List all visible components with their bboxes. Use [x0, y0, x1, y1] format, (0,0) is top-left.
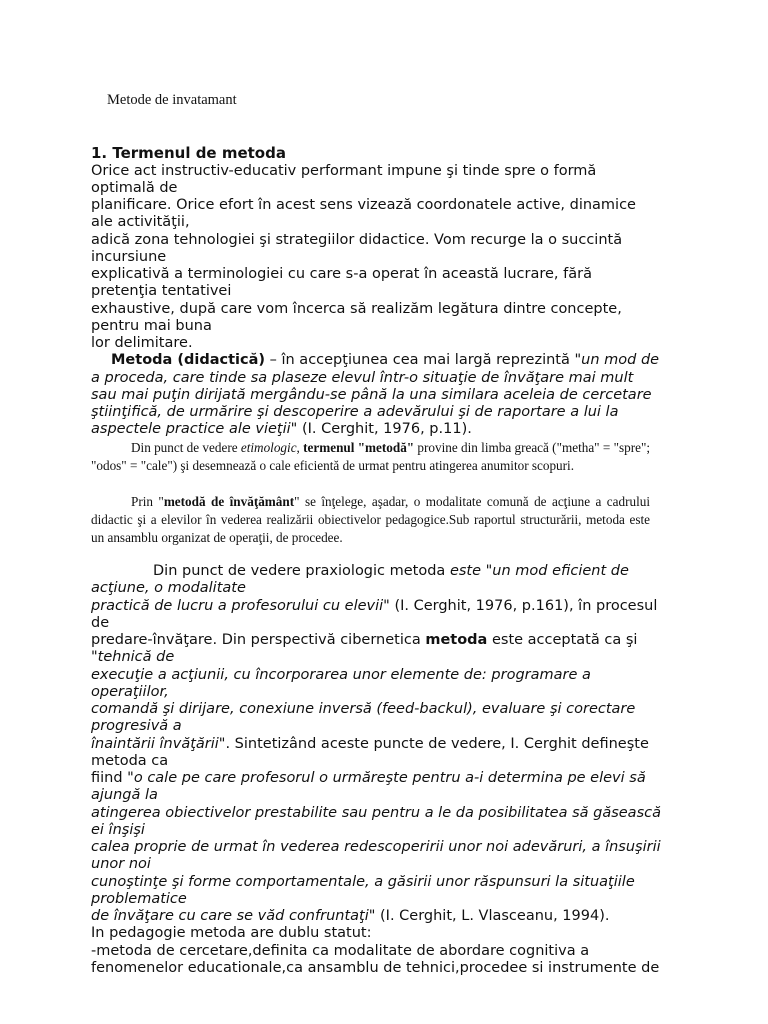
text-line — [91, 822, 145, 839]
text-line — [153, 563, 629, 580]
text-line: -metoda de cercetare,definita ca modalitate de abordare cognitiva a — [91, 943, 590, 959]
text-line: ale activităţii, — [91, 214, 190, 230]
bold-span: metodă de învăţământ — [163, 494, 295, 509]
bold-span: metoda — [425, 632, 488, 648]
text-line — [91, 770, 646, 787]
text-line — [91, 736, 649, 753]
text-line — [91, 718, 182, 735]
text-span: " se înţelege, aşadar, o modalitate comună de acţiune a cadrului didactic şi a elevilor în vederea realizării obiectivelor pedagogice.Sub raportul structurării, metoda este un ansamblu organizat de operaţii, de procedee. — [91, 494, 650, 545]
text-line — [91, 598, 657, 615]
italic-span: ei înşişi — [91, 822, 145, 838]
text-line: incursiune — [91, 249, 167, 265]
text-span: " (I. Cerghit, L. Vlasceanu, 1994). — [368, 908, 610, 924]
text-line: pentru mai buna — [91, 318, 212, 334]
italic-span: un mod de — [581, 352, 660, 368]
text-span: " (I. Cerghit, 1976, p.11). — [290, 421, 472, 437]
text-line: Orice act instructiv-educativ performant impune şi tinde spre o formă — [91, 163, 597, 179]
italic-span: este "un mod eficient de — [449, 563, 629, 579]
italic-span: acţiune, o modalitate — [91, 580, 246, 596]
italic-span: unor noi — [91, 856, 151, 872]
text-line — [91, 667, 591, 684]
italic-span: de învăţare cu care se văd confruntaţi — [91, 908, 369, 924]
italic-span: etimologic — [240, 440, 297, 455]
text-line — [91, 404, 618, 421]
text-line — [91, 805, 661, 822]
text-line — [91, 370, 633, 387]
italic-span: înaintării învăţării — [91, 736, 219, 752]
text-span: " (I. Cerghit, 1976, p.161), în procesul — [383, 598, 658, 614]
section-heading: 1. Termenul de metoda — [91, 144, 286, 162]
italic-span: ştiinţifică, de urmărire şi descoperire a adevărului şi de raportare a lui la — [91, 404, 619, 420]
text-line: lor delimitare. — [91, 335, 193, 351]
text-line: optimală de — [91, 180, 178, 196]
italic-span: calea proprie de urmat în vederea redescoperirii unor noi adevăruri, a însuşirii — [91, 839, 661, 855]
text-line — [91, 580, 246, 597]
text-line — [91, 387, 652, 404]
text-line — [91, 856, 151, 873]
text-line — [91, 874, 635, 891]
term-metoda-didactica: Metoda (didactică) — [111, 352, 266, 368]
italic-span: "tehnică de — [91, 649, 175, 665]
text-span: Din punct de vedere praxiologic metoda — [153, 563, 450, 579]
text-line: explicativă a terminologiei cu care s-a operat în această lucrare, fără — [91, 266, 592, 282]
italic-span: a proceda, care tinde sa plaseze elevul într-o situaţie de învăţare mai mult — [91, 370, 634, 386]
text-line — [91, 891, 187, 908]
text-span: , — [296, 440, 304, 455]
document-title: Metode de invatamant — [107, 92, 237, 108]
text-span: ". Sintetizând aceste puncte de vedere, I. Cerghit defineşte — [218, 736, 649, 752]
text-span: provine din limba greacă ("metha" = "spre"; "odos" = "cale") şi desemnează o cale eficientă de urmat pentru atingerea anumitor scopuri. — [91, 440, 651, 473]
text-line: pretenţia tentativei — [91, 283, 232, 299]
italic-span: operaţiilor, — [91, 684, 169, 700]
text-line: fenomenelor educationale,ca ansamblu de tehnici,procedee si instrumente de — [91, 960, 660, 976]
italic-span: execuţie a acţiunii, cu încorporarea unor elemente de: programare a — [91, 667, 591, 683]
text-line: adică zona tehnologiei şi strategiilor didactice. Vom recurge la o succintă — [91, 232, 623, 248]
italic-span: ajungă la — [91, 787, 158, 803]
italic-span: practică de lucru a profesorului cu elevii — [91, 598, 384, 614]
text-line: de — [91, 615, 110, 631]
text-line: exhaustive, după care vom încerca să realizăm legătura dintre concepte, — [91, 301, 622, 317]
text-line — [91, 632, 637, 649]
invatamant-paragraph — [91, 493, 650, 547]
etimologic-paragraph — [91, 439, 650, 475]
italic-span: o cale pe care profesorul o urmăreşte pentru a-i determina pe elevi să — [133, 770, 646, 786]
italic-span: sau mai puţin dirijată mergându-se până la una similara aceleia de cercetare — [91, 387, 652, 403]
text-span: predare-învăţare. Din perspectivă cibernetica — [91, 632, 426, 648]
text-span: Prin " — [131, 494, 164, 509]
text-line — [111, 352, 659, 369]
italic-span: cunoştinţe şi forme comportamentale, a găsirii unor răspunsuri la situaţiile — [91, 874, 635, 890]
italic-span: problematice — [91, 891, 187, 907]
text-line — [91, 839, 661, 856]
text-line: In pedagogie metoda are dublu statut: — [91, 925, 372, 941]
text-span: – în accepţiunea cea mai largă reprezintă " — [265, 352, 582, 368]
text-line — [91, 908, 609, 925]
text-line: planificare. Orice efort în acest sens vizează coordonatele active, dinamice — [91, 197, 636, 213]
text-line: metoda ca — [91, 753, 169, 769]
text-span: Din punct de vedere — [131, 440, 241, 455]
text-span: fiind " — [91, 770, 134, 786]
text-line — [91, 649, 174, 666]
italic-span: aspectele practice ale vieţii — [91, 421, 291, 437]
text-line — [91, 421, 472, 438]
bold-span: termenul "metodă" — [303, 440, 415, 455]
text-line — [91, 684, 169, 701]
text-line — [91, 701, 635, 718]
text-line — [91, 787, 158, 804]
italic-span: atingerea obiectivelor prestabilite sau pentru a le da posibilitatea să găsească — [91, 805, 661, 821]
italic-span: progresivă a — [91, 718, 182, 734]
italic-span: comandă şi dirijare, conexiune inversă (feed-backul), evaluare şi corectare — [91, 701, 636, 717]
text-span: este acceptată ca şi — [487, 632, 638, 648]
